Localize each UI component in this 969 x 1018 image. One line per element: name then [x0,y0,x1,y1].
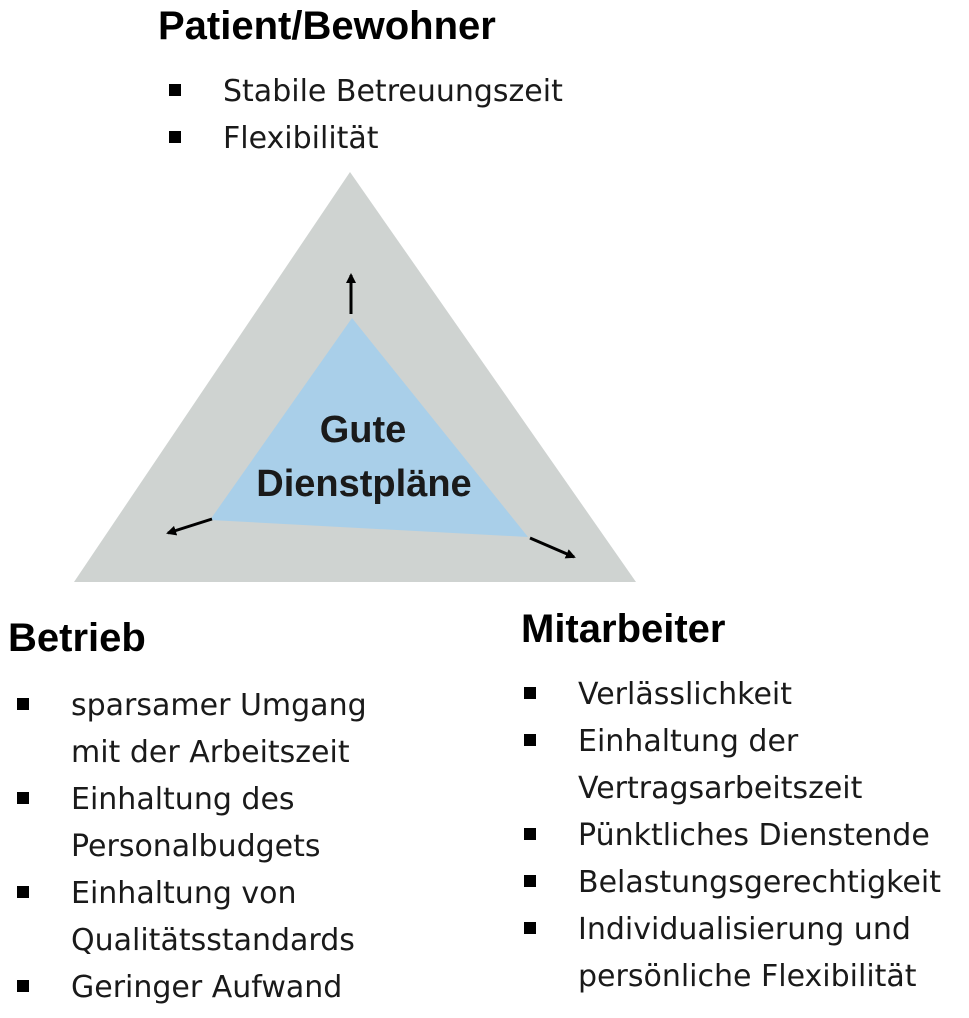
center-label-line2: Dienstpläne [256,463,472,505]
mitarbeiter-list-item [522,812,941,859]
betrieb-item-text: Geringer Aufwand [71,970,343,1005]
betrieb-list-item [15,682,367,776]
bullet-icon [17,698,29,710]
betrieb-list-item [15,776,367,870]
betrieb-list-item [15,964,367,1011]
bullet-icon [524,734,536,746]
betrieb-item-text: Einhaltung des Personalbudgets [71,782,321,864]
bullet-icon [524,828,536,840]
patient-list-item [167,68,563,115]
mitarbeiter-item-text: Einhaltung der Vertragsarbeitszeit [578,724,863,806]
mitarbeiter-heading: Mitarbeiter [521,607,726,651]
bullet-icon [17,980,29,992]
patient-item-text: Flexibilität [223,121,379,156]
bullet-icon [17,886,29,898]
mitarbeiter-item-text: Belastungsgerechtigkeit [578,865,941,900]
mitarbeiter-item-text: Verlässlichkeit [578,677,792,712]
patient-item-text: Stabile Betreuungszeit [223,74,563,109]
patient-list-item [167,115,563,162]
bullet-icon [169,84,181,96]
betrieb-item-text: sparsamer Umgang mit der Arbeitszeit [71,688,367,770]
mitarbeiter-list-item [522,718,941,812]
patient-list [167,68,563,162]
mitarbeiter-item-text: Individualisierung und persönliche Flexibilität [578,912,917,994]
bullet-icon [524,875,536,887]
betrieb-item-text: Einhaltung von Qualitätsstandards [71,876,355,958]
mitarbeiter-list [522,671,941,1000]
bullet-icon [17,792,29,804]
mitarbeiter-list-item [522,671,941,718]
betrieb-heading: Betrieb [8,616,146,660]
mitarbeiter-list-item [522,906,941,1000]
bullet-icon [524,922,536,934]
betrieb-list [15,682,367,1011]
bullet-icon [169,131,181,143]
bullet-icon [524,687,536,699]
mitarbeiter-list-item [522,859,941,906]
betrieb-list-item [15,870,367,964]
patient-heading: Patient/Bewohner [158,4,496,48]
center-label-line1: Gute [319,409,407,451]
mitarbeiter-item-text: Pünktliches Dienstende [578,818,930,853]
